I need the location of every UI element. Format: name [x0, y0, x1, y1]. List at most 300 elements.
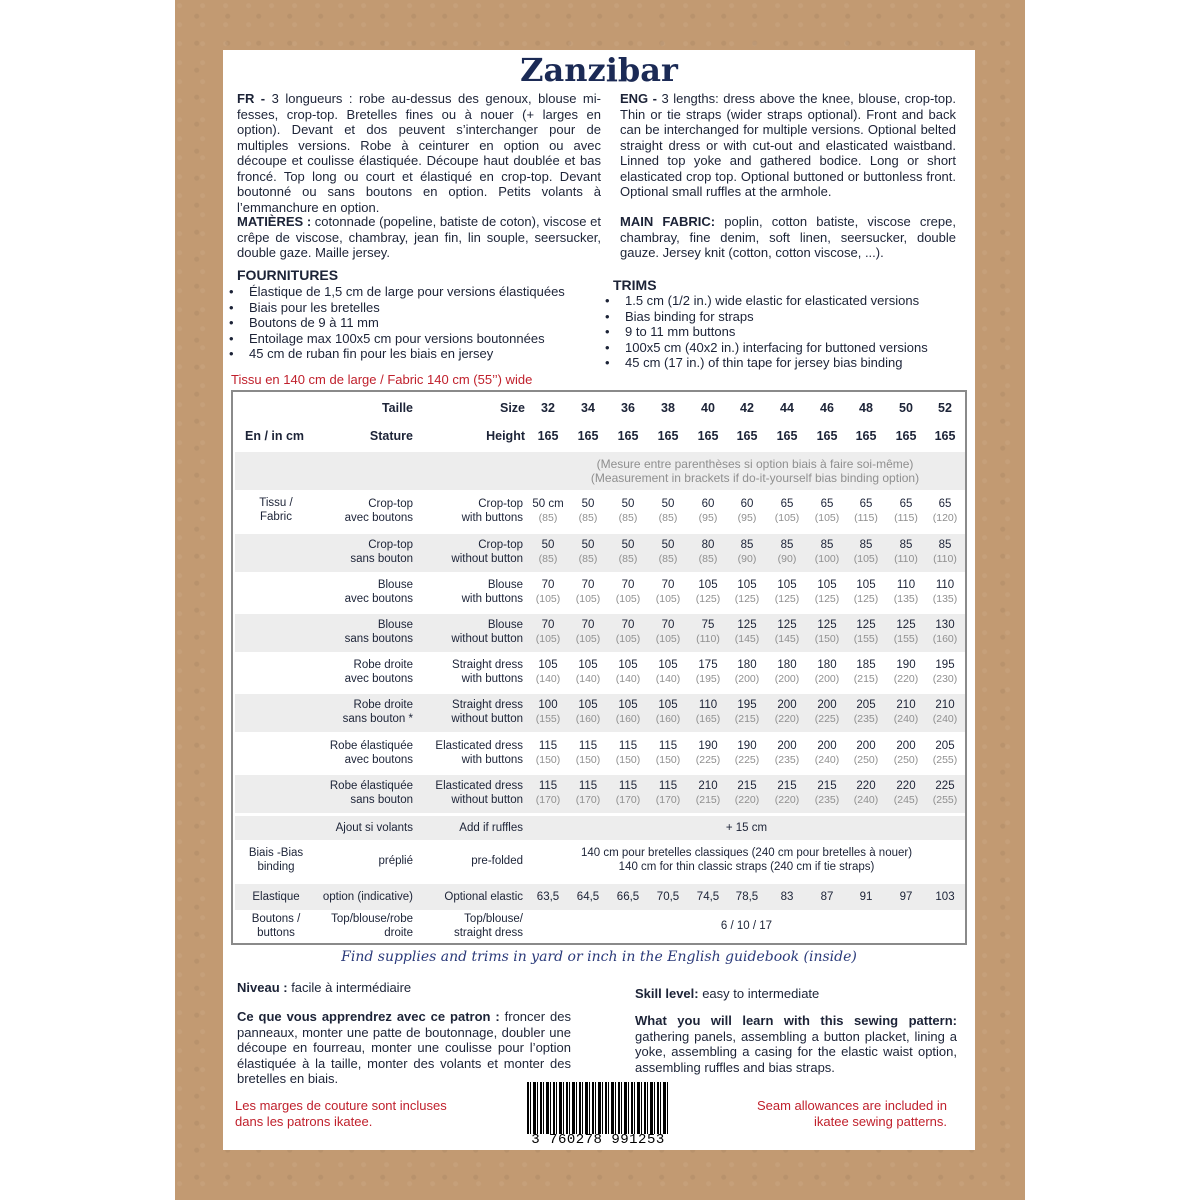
- cell-bias: (165): [695, 713, 721, 725]
- cell-bias: (225): [695, 754, 721, 766]
- elastic-value: 66,5: [616, 891, 640, 903]
- table-cell: [648, 658, 688, 686]
- en-intro: [620, 91, 956, 200]
- fr-intro-label: FR -: [237, 91, 272, 106]
- table-cell: [846, 658, 886, 686]
- cell-bias: (215): [853, 673, 879, 685]
- table-cell: [568, 658, 608, 686]
- en-learn: [635, 1013, 957, 1075]
- cell-bias: (95): [698, 512, 718, 524]
- bias-label: Biais -Bias binding: [248, 847, 304, 873]
- row-label-fr: Blouse: [377, 619, 413, 631]
- list-item: • 9 to 11 mm buttons: [603, 324, 968, 340]
- table-cell: [925, 618, 965, 646]
- fr-seam-note: Les marges de couture sont incluses dans les patrons ikatee.: [235, 1098, 447, 1129]
- elastic-row: [235, 884, 965, 910]
- table-cell: [688, 698, 728, 726]
- size-row: [235, 394, 965, 422]
- table-cell: [846, 739, 886, 767]
- cell-main: 65: [780, 498, 794, 510]
- cell-main: 125: [896, 619, 916, 631]
- row-label-en: Blouse: [487, 619, 523, 631]
- cell-bias: (85): [538, 512, 558, 524]
- cell-main: 65: [859, 498, 873, 510]
- fr-learn-label: Ce que vous apprendrez avec ce patron :: [237, 1009, 505, 1024]
- list-item: • 1.5 cm (1/2 in.) wide elastic for elasticated versions: [603, 293, 968, 309]
- cell-main: 200: [896, 740, 916, 752]
- en-learn-text: gathering panels, assembling a button placket, lining a yoke, assembling a casing for the elastic waist option, assembling ruffles and bias straps.: [635, 1028, 957, 1075]
- cell-bias: (160): [615, 713, 641, 725]
- cell-bias: (135): [893, 593, 919, 605]
- ruffles-row: [235, 816, 965, 840]
- cell-main: 200: [817, 740, 837, 752]
- size-value: 46: [820, 401, 834, 415]
- table-cell: [608, 497, 648, 525]
- table-cell: [528, 618, 568, 646]
- cell-bias: (220): [893, 673, 919, 685]
- table-cell: [608, 618, 648, 646]
- row-label-en-2: without button: [451, 633, 523, 645]
- bias-row: [235, 842, 965, 882]
- cell-bias: (125): [853, 593, 879, 605]
- bias-value-en: 140 cm for thin classic straps (240 cm if tie straps): [618, 861, 875, 873]
- table-cell: [568, 779, 608, 807]
- ruffles-value: + 15 cm: [725, 822, 768, 834]
- elastic-label-en: Optional elastic: [444, 891, 523, 903]
- cell-bias: (95): [737, 512, 757, 524]
- table-cell: [528, 497, 568, 525]
- cell-main: 85: [740, 539, 754, 551]
- cell-bias: (160): [932, 633, 958, 645]
- fr-supplies-title: FOURNITURES: [237, 267, 339, 283]
- cell-main: 70: [621, 579, 635, 591]
- table-cell: [807, 698, 847, 726]
- table-cell: [688, 779, 728, 807]
- cell-bias: (220): [734, 794, 760, 806]
- table-cell: [807, 779, 847, 807]
- fr-level-label: Niveau :: [237, 980, 292, 995]
- elastic-value: 64,5: [576, 891, 600, 903]
- table-cell: [688, 739, 728, 767]
- cell-bias: (155): [893, 633, 919, 645]
- cell-main: 105: [658, 699, 678, 711]
- cell-bias: (145): [774, 633, 800, 645]
- barcode-bars: [527, 1082, 669, 1134]
- cell-bias: (85): [698, 553, 718, 565]
- cell-main: 50: [581, 498, 595, 510]
- cell-main: 125: [856, 619, 876, 631]
- cell-bias: (240): [893, 713, 919, 725]
- cell-bias: (125): [734, 593, 760, 605]
- row-label-fr: Blouse: [377, 579, 413, 591]
- cell-main: 105: [817, 579, 837, 591]
- bias-label-fr: préplié: [378, 855, 413, 867]
- table-cell: [767, 497, 807, 525]
- cell-main: 85: [938, 539, 952, 551]
- cell-bias: (115): [894, 512, 918, 524]
- fr-materials-label: MATIÈRES :: [237, 214, 315, 229]
- cell-bias: (220): [774, 794, 800, 806]
- height-value: 165: [577, 429, 599, 443]
- cell-main: 70: [621, 619, 635, 631]
- table-row: [235, 735, 965, 773]
- en-trims-list: [603, 293, 968, 371]
- table-cell: [807, 578, 847, 606]
- height-label-fr: Stature: [369, 429, 413, 443]
- cell-bias: (150): [575, 754, 601, 766]
- table-cell: [648, 779, 688, 807]
- barcode-number: 3 760278 991253: [531, 1132, 665, 1148]
- cell-bias: (85): [618, 512, 638, 524]
- pattern-back-sheet: [223, 50, 975, 1150]
- bias-value-fr: 140 cm pour bretelles classiques (240 cm pour bretelles à nouer): [580, 847, 913, 859]
- list-item: • Bias binding for straps: [603, 309, 968, 325]
- cell-bias: (200): [814, 673, 840, 685]
- cell-main: 105: [658, 659, 678, 671]
- cell-main: 125: [777, 619, 797, 631]
- cell-main: 125: [817, 619, 837, 631]
- en-materials-text: poplin, cotton batiste, viscose crepe, chambray, fine denim, soft linen, seersucker, double gauze. Jersey knit (cotton, cotton viscose, ...).: [620, 214, 956, 260]
- elastic-value: 70,5: [656, 891, 680, 903]
- row-label-en-2: with buttons: [461, 512, 523, 524]
- cell-main: 195: [935, 659, 955, 671]
- table-cell: [807, 538, 847, 566]
- list-item: • 45 cm (17 in.) of thin tape for jersey bias binding: [603, 355, 968, 371]
- table-cell: [767, 698, 807, 726]
- cell-main: 85: [780, 539, 794, 551]
- table-cell: [688, 658, 728, 686]
- row-label-en-2: without button: [451, 713, 523, 725]
- size-value: 32: [541, 401, 555, 415]
- table-cell: [886, 698, 926, 726]
- table-cell: [886, 578, 926, 606]
- note-fr: (Mesure entre parenthèses si option biais à faire soi-même): [596, 457, 914, 471]
- cell-main: 115: [658, 780, 678, 792]
- cell-bias: (235): [853, 713, 879, 725]
- cell-bias: (235): [814, 794, 840, 806]
- table-cell: [925, 739, 965, 767]
- cell-main: 105: [538, 659, 558, 671]
- cell-main: 110: [935, 579, 955, 591]
- size-label-fr: Taille: [381, 401, 413, 415]
- cell-bias: (105): [853, 553, 879, 565]
- table-cell: [925, 538, 965, 566]
- cell-main: 70: [541, 619, 555, 631]
- row-label-fr: Robe élastiquée: [329, 740, 413, 752]
- en-intro-text: 3 lengths: dress above the knee, blouse, crop-top. Thin or tie straps (wider straps optional). Front and back can be interchanged for multiple versions. Optional belted straight dress or with cut-out and elasticated waistband. Linned top yoke and gathered bodice. Long or short elasticated crop top. Optional buttoned or buttonless front. Optional small ruffles at the armhole.: [620, 91, 956, 199]
- table-cell: [528, 779, 568, 807]
- row-label-en: Elasticated dress: [435, 740, 523, 752]
- cell-main: 85: [899, 539, 913, 551]
- table-row: [235, 694, 965, 732]
- table-cell: [568, 578, 608, 606]
- fr-level: [237, 980, 577, 996]
- cell-main: 210: [935, 699, 955, 711]
- cell-main: 210: [698, 780, 718, 792]
- table-cell: [648, 497, 688, 525]
- cell-bias: (105): [535, 633, 561, 645]
- cell-main: 110: [896, 579, 916, 591]
- table-cell: [528, 538, 568, 566]
- cell-main: 190: [896, 659, 916, 671]
- cell-main: 85: [820, 539, 834, 551]
- cell-main: 115: [538, 780, 558, 792]
- cell-bias: (240): [814, 754, 840, 766]
- row-label-en-2: with buttons: [461, 673, 523, 685]
- table-cell: [648, 538, 688, 566]
- cell-main: 180: [817, 659, 837, 671]
- table-cell: [528, 658, 568, 686]
- list-item: • 100x5 cm (40x2 in.) interfacing for buttoned versions: [603, 340, 968, 356]
- height-row: [235, 422, 965, 450]
- table-cell: [648, 578, 688, 606]
- table-cell: [886, 658, 926, 686]
- table-cell: [608, 658, 648, 686]
- row-label-en: Crop-top: [478, 539, 523, 551]
- cell-bias: (240): [932, 713, 958, 725]
- table-cell: [608, 779, 648, 807]
- cell-bias: (100): [814, 553, 840, 565]
- row-label-fr: Robe droite: [353, 699, 413, 711]
- size-value: 40: [701, 401, 715, 415]
- cell-main: 105: [578, 659, 598, 671]
- table-cell: [727, 618, 767, 646]
- row-label-fr-2: sans bouton: [350, 553, 413, 565]
- en-intro-label: ENG -: [620, 91, 662, 106]
- height-value: 165: [617, 429, 639, 443]
- cell-bias: (85): [578, 553, 598, 565]
- size-value: 34: [581, 401, 595, 415]
- buttons-label-fr: Top/blouse/robe droite: [331, 913, 413, 939]
- cell-main: 80: [701, 539, 715, 551]
- table-cell: [925, 578, 965, 606]
- height-value: 165: [736, 429, 758, 443]
- cell-main: 50: [661, 539, 675, 551]
- fr-materials-text: cotonnade (popeline, batiste de coton), viscose et crêpe de viscose, chambray, jean fin, lin souple, seersucker, double gaze. Maille jersey.: [237, 214, 602, 260]
- cell-main: 70: [661, 619, 675, 631]
- ruffles-label-en: Add if ruffles: [459, 822, 523, 834]
- cell-bias: (105): [575, 633, 601, 645]
- bias-label-en: pre-folded: [471, 855, 523, 867]
- cell-main: 125: [737, 619, 757, 631]
- table-cell: [727, 658, 767, 686]
- table-cell: [608, 739, 648, 767]
- list-item: • Boutons de 9 à 11 mm: [227, 315, 617, 331]
- table-cell: [886, 739, 926, 767]
- cell-main: 115: [618, 740, 638, 752]
- table-cell: [925, 497, 965, 525]
- cell-bias: (135): [932, 593, 958, 605]
- en-level: [635, 986, 955, 1002]
- elastic-value: 91: [859, 891, 873, 903]
- cell-bias: (215): [695, 794, 721, 806]
- cell-main: 105: [578, 699, 598, 711]
- cell-main: 70: [661, 579, 675, 591]
- row-label-en: Elasticated dress: [435, 780, 523, 792]
- table-cell: [727, 497, 767, 525]
- table-cell: [568, 538, 608, 566]
- cell-main: 180: [777, 659, 797, 671]
- list-item: • Biais pour les bretelles: [227, 300, 617, 316]
- fr-learn: [237, 1009, 571, 1087]
- note-en: (Measurement in brackets if do-it-yourself bias binding option): [590, 471, 920, 485]
- table-cell: [727, 739, 767, 767]
- table-cell: [846, 497, 886, 525]
- cell-bias: (105): [814, 512, 840, 524]
- cell-bias: (105): [575, 593, 601, 605]
- cell-main: 115: [658, 740, 678, 752]
- cell-main: 105: [737, 579, 757, 591]
- cell-bias: (90): [737, 553, 757, 565]
- cell-main: 185: [856, 659, 876, 671]
- table-cell: [767, 578, 807, 606]
- cell-main: 220: [856, 780, 876, 792]
- buttons-row: [235, 912, 965, 942]
- table-cell: [886, 779, 926, 807]
- size-value: 48: [859, 401, 873, 415]
- cell-main: 205: [856, 699, 876, 711]
- table-cell: [767, 658, 807, 686]
- cell-bias: (245): [893, 794, 919, 806]
- fabric-width-note: Tissu en 140 cm de large / Fabric 140 cm (55’’) wide: [231, 372, 533, 387]
- height-value: 165: [776, 429, 798, 443]
- height-value: 165: [816, 429, 838, 443]
- cell-main: 100: [538, 699, 558, 711]
- cell-bias: (150): [655, 754, 681, 766]
- guidebook-note: Find supplies and trims in yard or inch in the English guidebook (inside): [341, 949, 857, 965]
- row-label-fr-2: sans bouton: [350, 794, 413, 806]
- ruffles-label-fr: Ajout si volants: [335, 822, 413, 834]
- cell-bias: (145): [734, 633, 760, 645]
- cell-main: 220: [896, 780, 916, 792]
- cell-bias: (255): [932, 754, 958, 766]
- table-cell: [767, 538, 807, 566]
- cell-main: 50 cm: [532, 498, 564, 510]
- cell-main: 215: [777, 780, 797, 792]
- row-label-fr-2: sans bouton *: [342, 713, 413, 725]
- table-cell: [568, 739, 608, 767]
- cell-bias: (250): [893, 754, 919, 766]
- cell-main: 205: [935, 740, 955, 752]
- cell-bias: (110): [894, 553, 918, 565]
- cell-main: 180: [737, 659, 757, 671]
- cell-main: 115: [618, 780, 638, 792]
- cell-main: 200: [856, 740, 876, 752]
- en-level-label: Skill level:: [635, 986, 703, 1001]
- height-value: 165: [697, 429, 719, 443]
- table-cell: [727, 578, 767, 606]
- cell-main: 215: [817, 780, 837, 792]
- cell-bias: (140): [535, 673, 561, 685]
- cell-bias: (195): [695, 673, 721, 685]
- table-cell: [648, 618, 688, 646]
- cell-main: 215: [737, 780, 757, 792]
- cell-main: 60: [740, 498, 754, 510]
- cell-main: 75: [701, 619, 715, 631]
- en-level-text: easy to intermediate: [702, 986, 820, 1001]
- row-label-en-2: with buttons: [461, 754, 523, 766]
- cell-main: 200: [777, 699, 797, 711]
- cell-main: 50: [621, 539, 635, 551]
- cell-bias: (90): [777, 553, 797, 565]
- fabric-label: Tissu / Fabric: [259, 497, 293, 523]
- cell-main: 65: [938, 498, 952, 510]
- row-label-fr-2: avec boutons: [344, 512, 413, 524]
- table-cell: [807, 658, 847, 686]
- table-cell: [688, 497, 728, 525]
- cell-main: 210: [896, 699, 916, 711]
- row-label-fr-2: avec boutons: [344, 754, 413, 766]
- cell-bias: (155): [853, 633, 879, 645]
- elastic-value: 78,5: [735, 891, 759, 903]
- cell-main: 105: [618, 659, 638, 671]
- fr-intro-text: 3 longueurs : robe au-dessus des genoux, blouse mi-fesses, crop-top. Bretelles fines ou à nouer (+ larges en option). Devant et dos peuvent s’interchanger pour de multiples versions. Robe à ceinturer en option ou avec découpe et coulisse élastiquée. Découpe haut doublée et bas froncé. Top long ou court et élastiqué en crop-top. Devant boutonné ou sans boutons en option. Petits volants à l’emmanchure en option.: [237, 91, 601, 215]
- fr-level-text: facile à intermédiaire: [291, 980, 412, 995]
- cell-main: 190: [737, 740, 757, 752]
- row-label-en: Straight dress: [452, 699, 523, 711]
- table-cell: [807, 739, 847, 767]
- cell-bias: (215): [734, 713, 760, 725]
- table-cell: [568, 497, 608, 525]
- size-value: 36: [621, 401, 635, 415]
- cell-main: 50: [661, 498, 675, 510]
- cell-bias: (85): [658, 553, 678, 565]
- row-label-en: Straight dress: [452, 659, 523, 671]
- en-materials-label: MAIN FABRIC:: [620, 214, 725, 229]
- row-label-fr-2: avec boutons: [344, 593, 413, 605]
- table-cell: [688, 538, 728, 566]
- cell-bias: (160): [655, 713, 681, 725]
- table-cell: [846, 779, 886, 807]
- table-cell: [727, 779, 767, 807]
- cell-main: 85: [859, 539, 873, 551]
- table-cell: [528, 578, 568, 606]
- elastic-value: 97: [899, 891, 913, 903]
- table-cell: [528, 739, 568, 767]
- cell-main: 200: [817, 699, 837, 711]
- row-label-en: Blouse: [487, 579, 523, 591]
- cell-bias: (105): [655, 633, 681, 645]
- elastic-label: Elastique: [252, 891, 300, 903]
- table-row: [235, 493, 965, 531]
- cell-main: 105: [698, 579, 718, 591]
- table-cell: [846, 538, 886, 566]
- en-trims-title: TRIMS: [613, 277, 657, 293]
- cell-main: 50: [581, 539, 595, 551]
- row-label-fr-2: avec boutons: [344, 673, 413, 685]
- fr-materials: [237, 214, 601, 261]
- cell-bias: (105): [774, 512, 800, 524]
- cell-bias: (110): [696, 633, 720, 645]
- list-item: • 45 cm de ruban fin pour les biais en jersey: [227, 346, 617, 362]
- table-row: [235, 654, 965, 692]
- row-label-fr: Crop-top: [368, 498, 413, 510]
- size-label-en: Size: [499, 401, 525, 415]
- table-cell: [688, 578, 728, 606]
- elastic-value: 83: [780, 891, 794, 903]
- height-value: 165: [855, 429, 877, 443]
- cell-main: 50: [621, 498, 635, 510]
- table-cell: [648, 698, 688, 726]
- table-cell: [528, 698, 568, 726]
- cell-bias: (200): [774, 673, 800, 685]
- cell-main: 105: [618, 699, 638, 711]
- cell-bias: (160): [575, 713, 601, 725]
- elastic-value: 103: [935, 891, 955, 903]
- cell-main: 115: [538, 740, 558, 752]
- cell-main: 115: [578, 740, 598, 752]
- fr-supplies-list: [227, 284, 617, 362]
